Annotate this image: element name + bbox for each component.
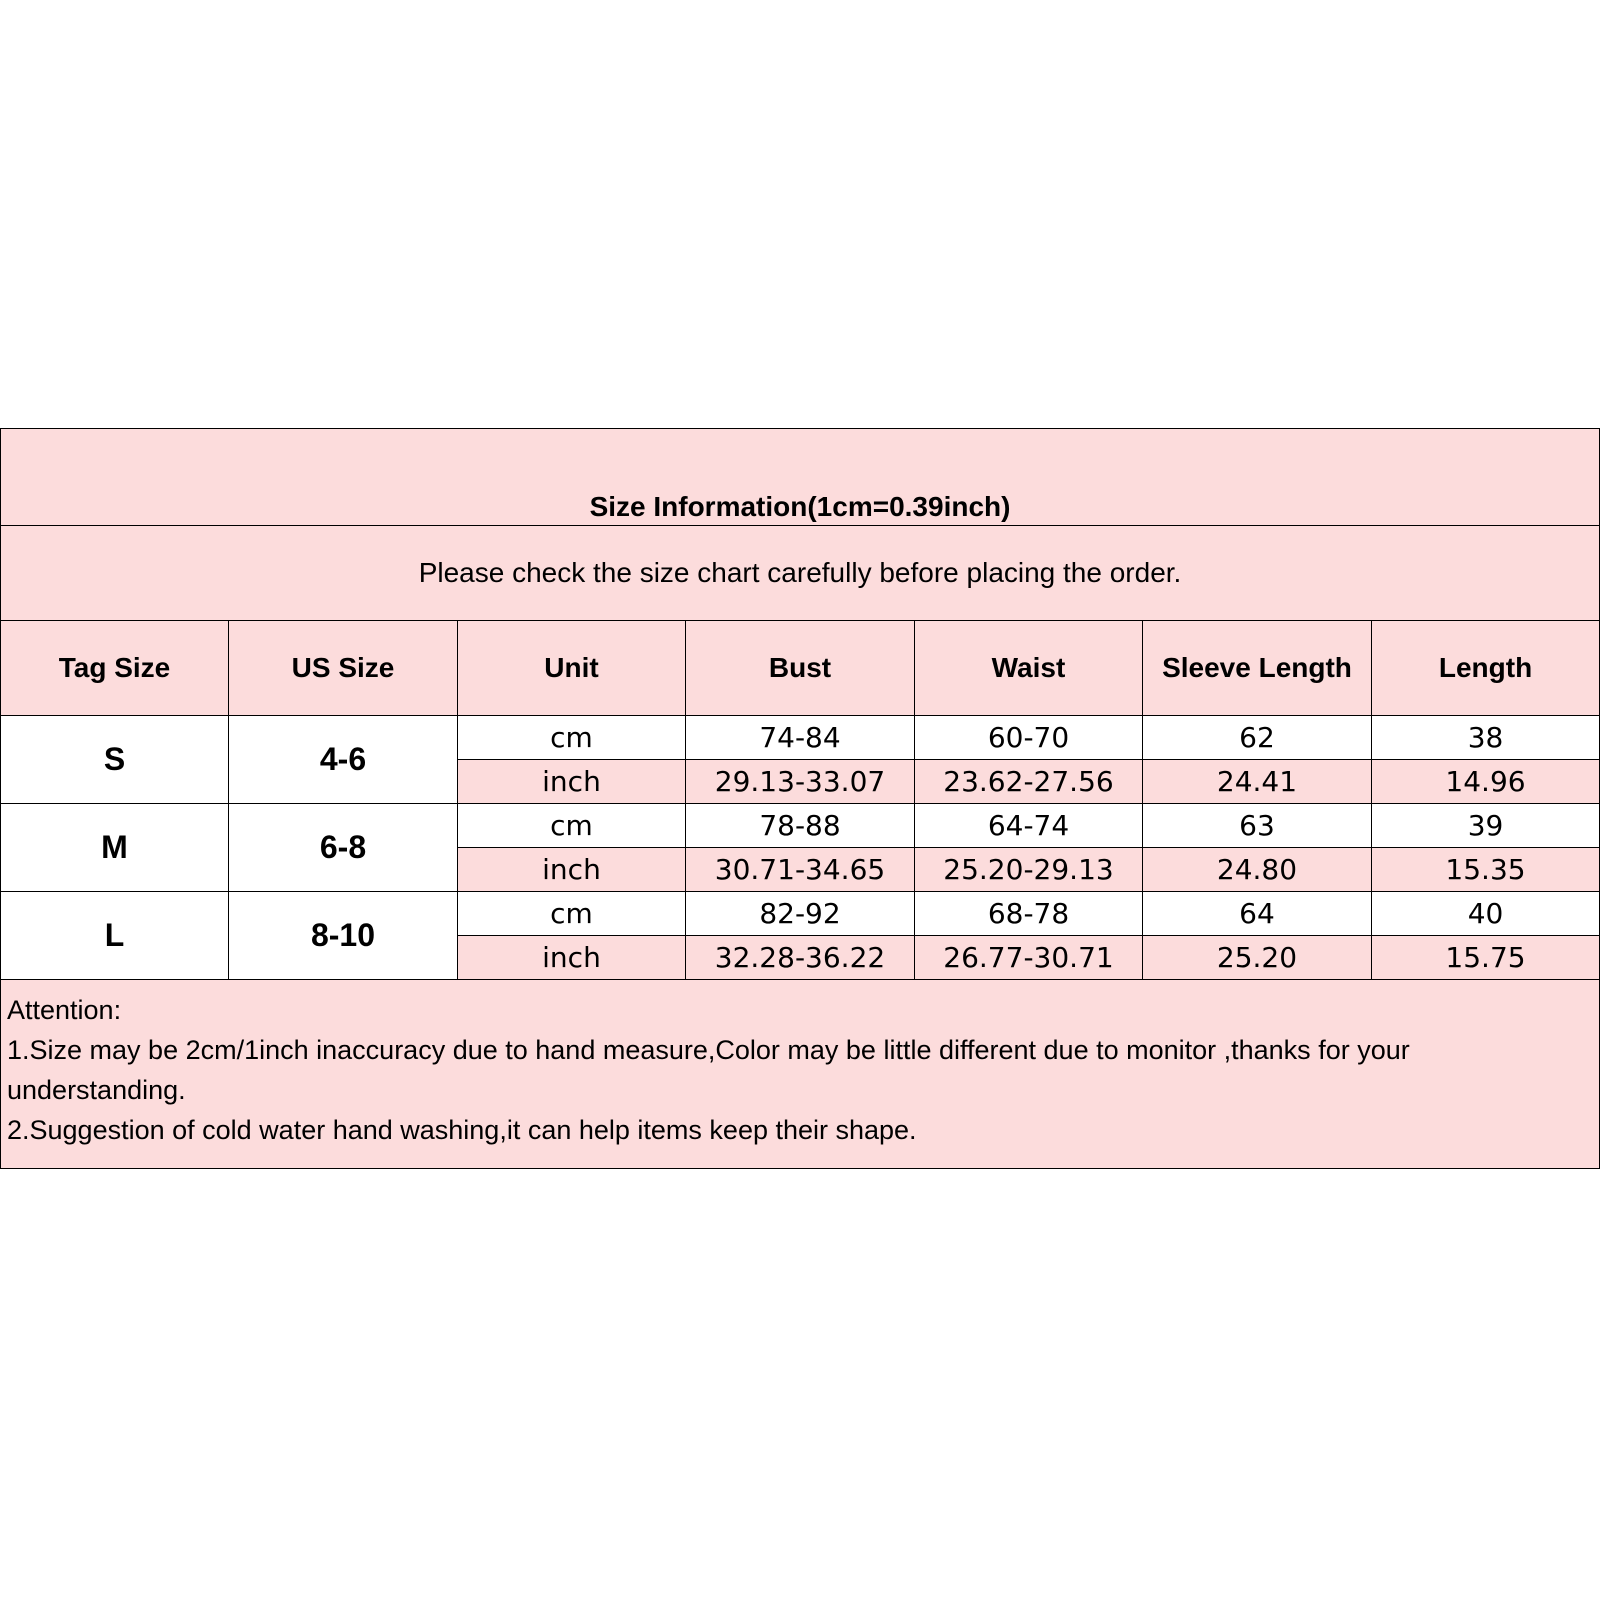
header-unit: Unit [458,621,686,716]
table-row [1,892,1600,936]
length-cell: 39 [1372,804,1600,848]
unit-cell: cm [458,716,686,760]
chart-title: Size Information(1cm=0.39inch) [1,429,1600,526]
header-bust: Bust [686,621,915,716]
waist-cell: 26.77-30.71 [915,936,1143,980]
bust-cell: 78-88 [686,804,915,848]
tag-size-cell: M [1,804,229,892]
waist-cell: 25.20-29.13 [915,848,1143,892]
sleeve-length-cell: 24.80 [1143,848,1372,892]
length-cell: 40 [1372,892,1600,936]
waist-cell: 68-78 [915,892,1143,936]
chart-notice: Please check the size chart carefully before placing the order. [1,526,1600,621]
attention-notes [1,980,1600,1169]
bust-cell: 82-92 [686,892,915,936]
length-cell: 15.35 [1372,848,1600,892]
sleeve-length-cell: 24.41 [1143,760,1372,804]
bust-cell: 29.13-33.07 [686,760,915,804]
bust-cell: 74-84 [686,716,915,760]
title-row [1,429,1600,526]
unit-cell: inch [458,760,686,804]
length-cell: 38 [1372,716,1600,760]
waist-cell: 23.62-27.56 [915,760,1143,804]
sleeve-length-cell: 64 [1143,892,1372,936]
waist-cell: 60-70 [915,716,1143,760]
header-sleeve-length: Sleeve Length [1143,621,1372,716]
bust-cell: 32.28-36.22 [686,936,915,980]
size-chart-table [0,428,1600,1169]
unit-cell: cm [458,804,686,848]
attention-heading: Attention: [7,995,122,1025]
length-cell: 15.75 [1372,936,1600,980]
attention-line-2: 2.Suggestion of cold water hand washing,it can help items keep their shape. [7,1115,917,1145]
attention-line-1: 1.Size may be 2cm/1inch inaccuracy due to hand measure,Color may be little different due to monitor ,thanks for your understanding. [7,1035,1410,1105]
sleeve-length-cell: 25.20 [1143,936,1372,980]
header-us-size: US Size [229,621,458,716]
waist-cell: 64-74 [915,804,1143,848]
unit-cell: cm [458,892,686,936]
header-row [1,621,1600,716]
us-size-cell: 6-8 [229,804,458,892]
length-cell: 14.96 [1372,760,1600,804]
header-tag-size: Tag Size [1,621,229,716]
unit-cell: inch [458,936,686,980]
header-length: Length [1372,621,1600,716]
attention-row [1,980,1600,1169]
table-row [1,804,1600,848]
us-size-cell: 8-10 [229,892,458,980]
bust-cell: 30.71-34.65 [686,848,915,892]
sleeve-length-cell: 63 [1143,804,1372,848]
table-row [1,716,1600,760]
tag-size-cell: L [1,892,229,980]
sleeve-length-cell: 62 [1143,716,1372,760]
unit-cell: inch [458,848,686,892]
tag-size-cell: S [1,716,229,804]
notice-row [1,526,1600,621]
header-waist: Waist [915,621,1143,716]
us-size-cell: 4-6 [229,716,458,804]
